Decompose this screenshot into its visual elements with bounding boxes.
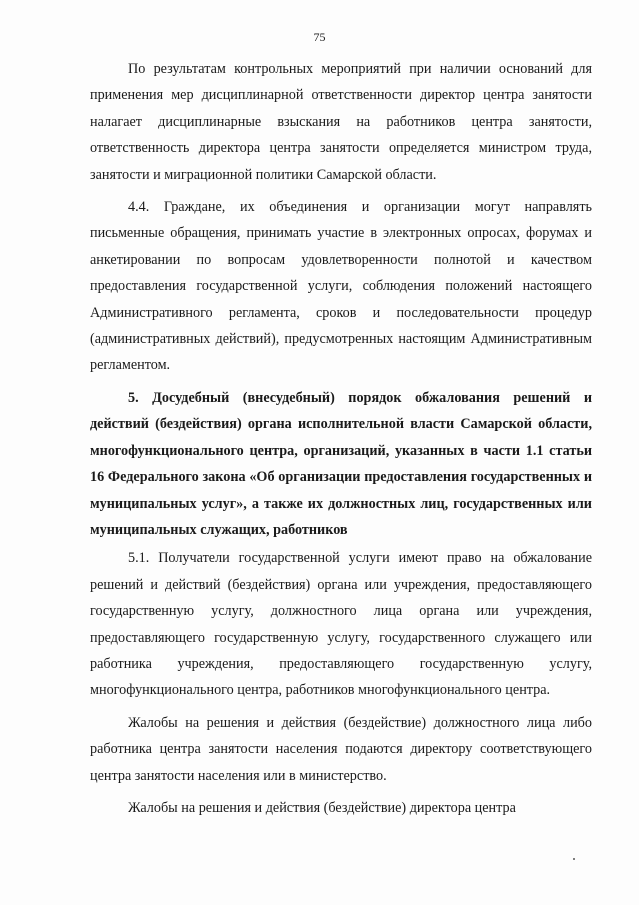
paragraph-control-results: По результатам контрольных мероприятий при наличии оснований для применения мер дисциплинарной ответственности директор центра занятости налагает дисциплинарные взыскания на работников центра занятости, ответственность директора центра занятости определяется министром труда, занятости и миграционной политики Самарской области.	[90, 61, 592, 183]
paragraph-complaints-employee: Жалобы на решения и действия (бездействие) должностного лица либо работника центра занятости населения подаются директору соответствующего центра занятости населения или в министерство.	[90, 714, 592, 784]
page-number: 75	[313, 30, 326, 44]
paragraph-5-1: 5.1. Получатели государственной услуги имеют право на обжалование решений и действий (бездействия) органа или учреждения, предоставляющего государственную услугу, должностного лица органа или учреждения, предоставляющего государственную услугу, государственного служащего или работника учреждения, предоставляющего государственную услугу, многофункционального центра, работников многофункционального центра.	[90, 550, 592, 699]
section-5-heading: 5. Досудебный (внесудебный) порядок обжалования решений и действий (бездействия) органа исполнительной власти Самарской области, многофункционального центра, организаций, указанных в части 1.1 статьи 16 Федерального закона «Об организации предоставления государственных и муниципальных услуг», а также их должностных лиц, государственных или муниципальных служащих, работников	[90, 389, 592, 538]
scan-speck	[573, 858, 575, 860]
paragraph-complaints-director: Жалобы на решения и действия (бездействие) директора центра	[128, 799, 516, 816]
paragraph-4-4: 4.4. Граждане, их объединения и организации могут направлять письменные обращения, принимать участие в электронных опросах, форумах и анкетировании по вопросам удовлетворенности полнотой и качеством предоставления государственной услуги, соблюдения положений настоящего Административного регламента, сроков и последовательности процедур (административных действий), предусмотренных настоящим Административным регламентом.	[90, 199, 592, 374]
page-body	[90, 56, 592, 821]
